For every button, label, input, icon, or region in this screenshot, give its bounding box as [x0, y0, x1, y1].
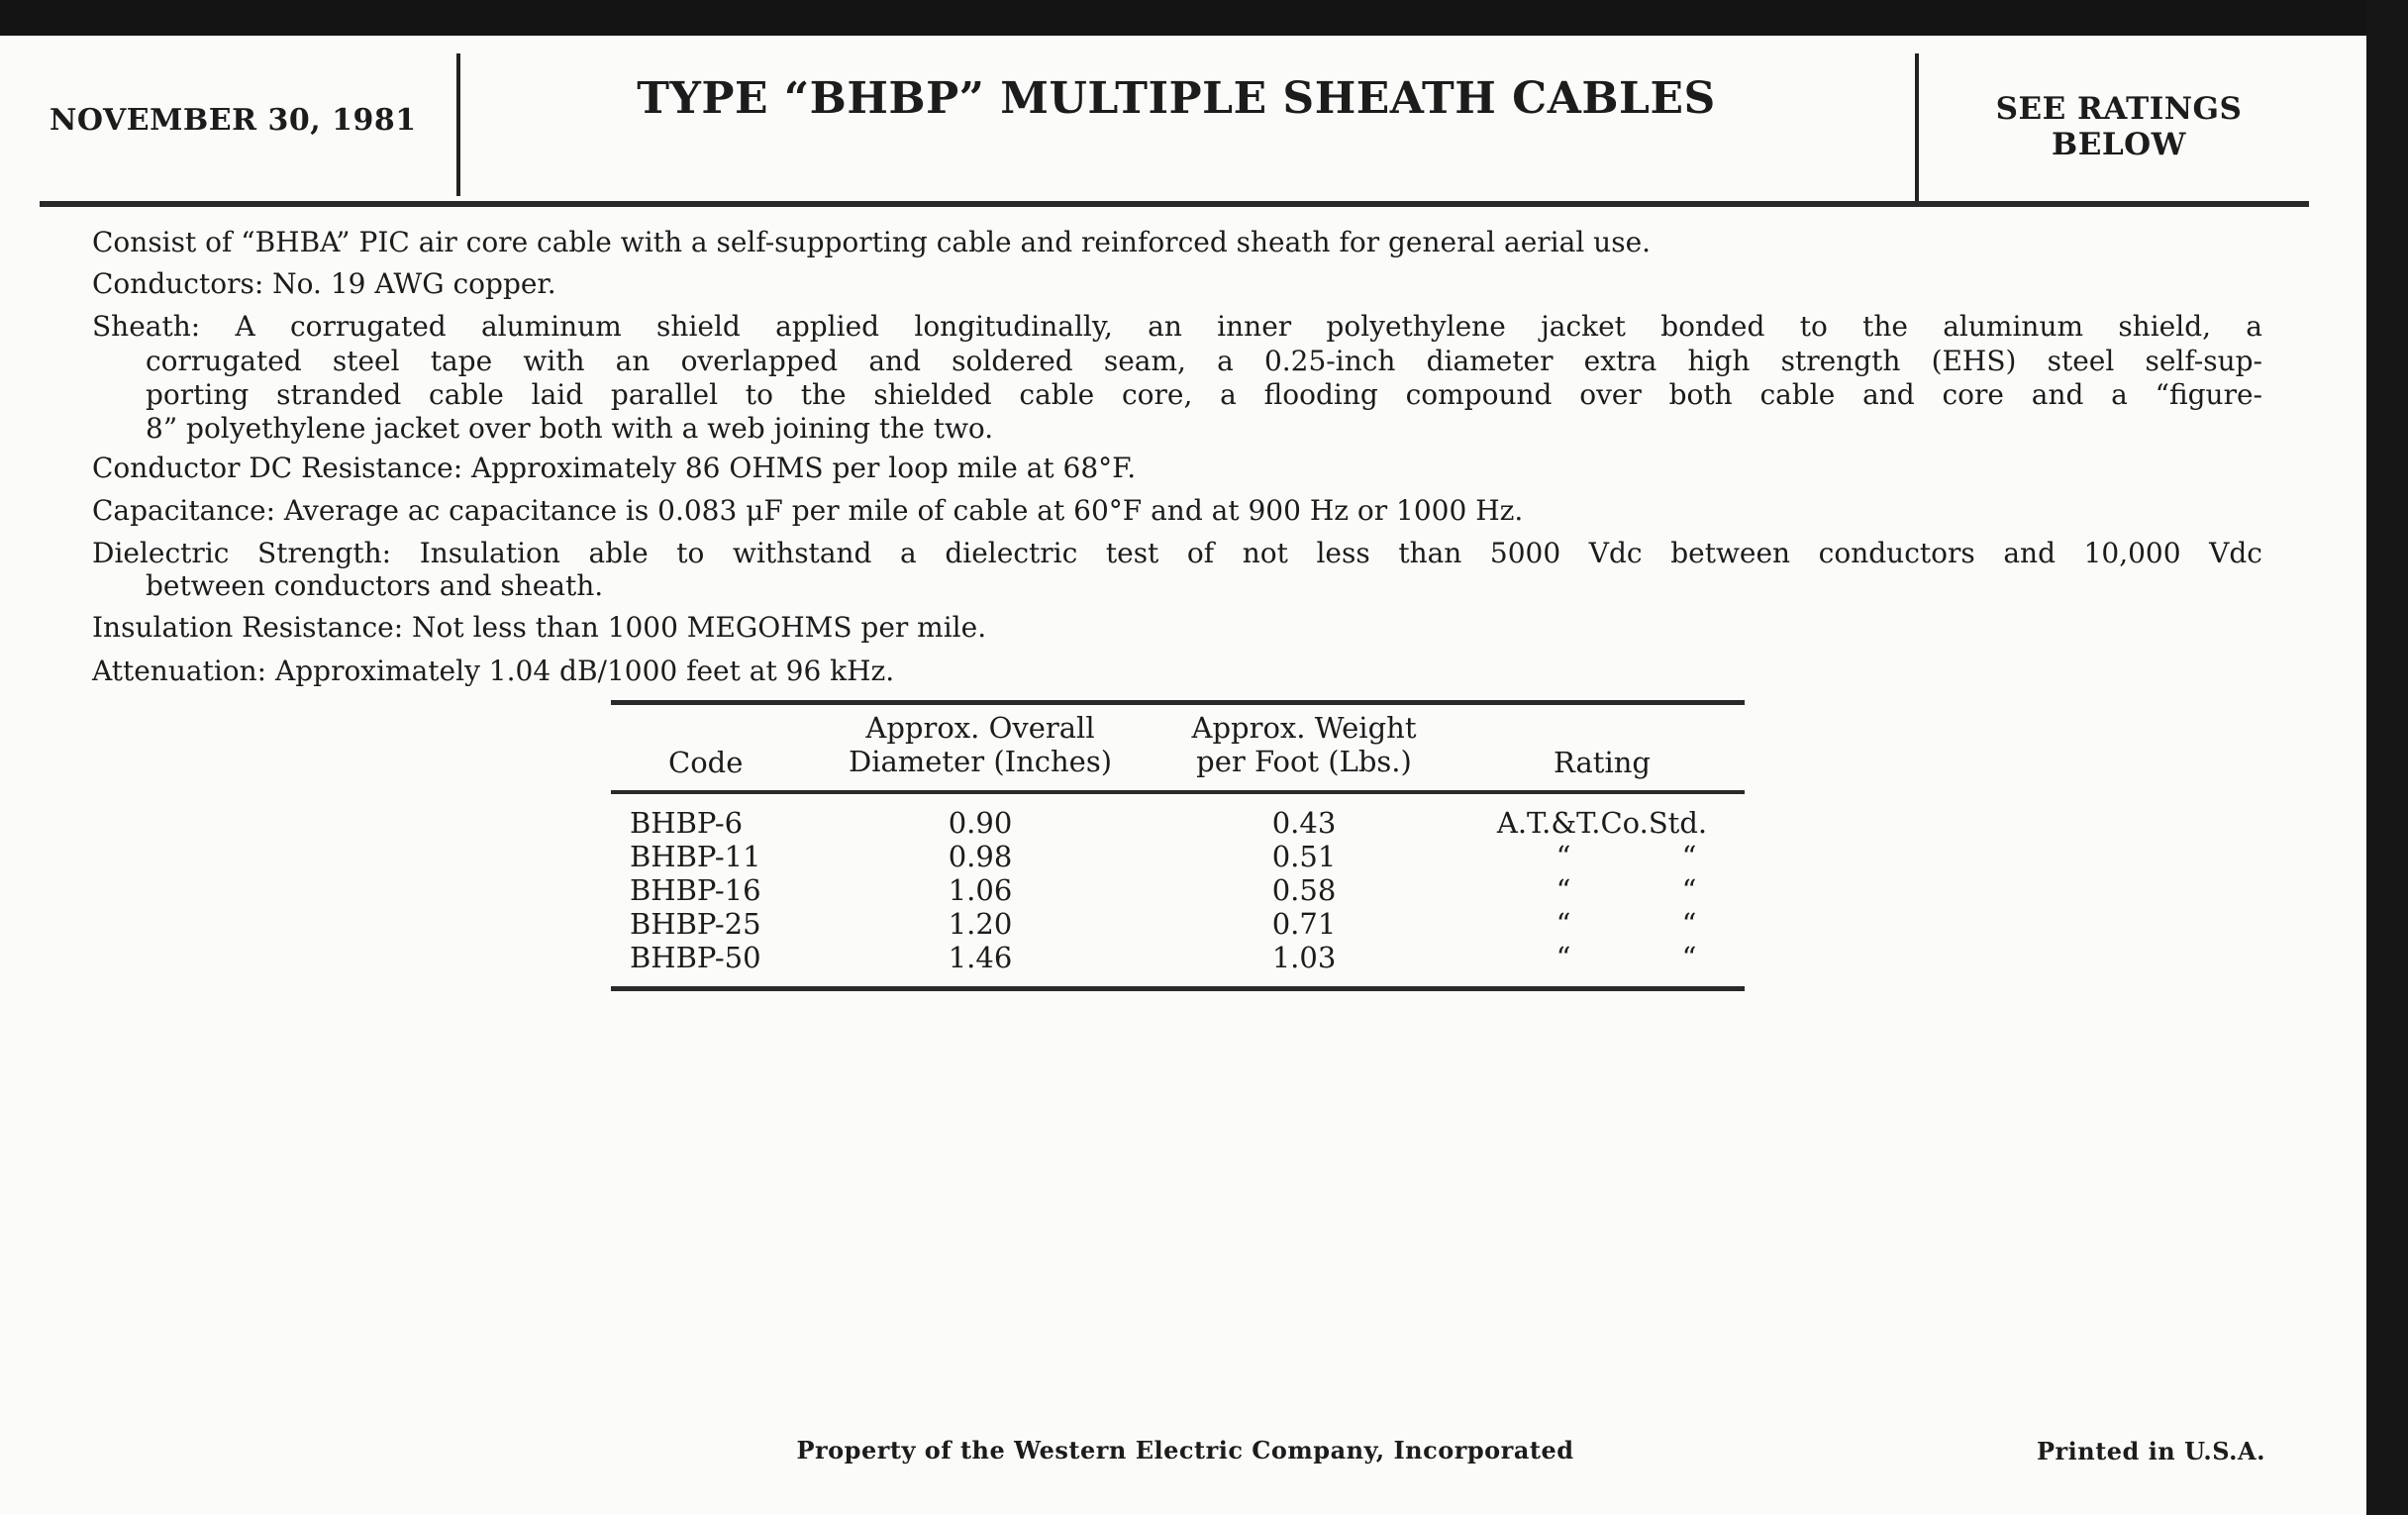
ditto-mark: “ — [1555, 873, 1571, 907]
cell-diameter: 0.90 — [948, 806, 1013, 840]
table-header-rule — [611, 790, 1745, 794]
header-rule — [40, 201, 2309, 207]
header-diameter-line1: Approx. Overall — [865, 711, 1095, 745]
cell-weight: 0.51 — [1271, 840, 1337, 873]
header-weight-line2: per Foot (Lbs.) — [1196, 745, 1412, 778]
cell-diameter: 1.46 — [948, 941, 1013, 974]
cell-diameter: 1.20 — [948, 907, 1013, 941]
page-title: TYPE “BHBP” MULTIPLE SHEATH CABLES — [637, 73, 1716, 124]
ditto-mark: “ — [1681, 873, 1697, 907]
footer-property: Property of the Western Electric Company, Incorporated — [796, 1436, 1574, 1464]
ratings-note — [1996, 91, 2243, 162]
cell-diameter: 1.06 — [948, 873, 1013, 907]
ditto-mark: “ — [1555, 941, 1571, 974]
footer-printed: Printed in U.S.A. — [2036, 1437, 2265, 1465]
header-divider-left — [456, 53, 460, 196]
capacitance-line: Capacitance: Average ac capacitance is 0.083 μF per mile of cable at 60°F and at 900 Hz or 1000 Hz. — [92, 494, 1524, 527]
attenuation-line: Attenuation: Approximately 1.04 dB/1000 feet at 96 kHz. — [92, 655, 895, 687]
sheath-line: Sheath: A corrugated aluminum shield applied longitudinally, an inner polyethylene jacket bonded to the aluminum shield, a — [92, 310, 2262, 343]
cell-code: BHBP-16 — [630, 873, 761, 907]
header-diameter — [849, 711, 1112, 778]
dielectric-line: between conductors and sheath. — [146, 569, 604, 602]
table-top-rule — [611, 700, 1745, 705]
cell-code: BHBP-50 — [630, 941, 761, 974]
scan-border-top — [0, 0, 2408, 36]
cell-weight: 1.03 — [1271, 941, 1337, 974]
ditto-mark: “ — [1681, 840, 1697, 873]
ditto-mark: “ — [1681, 907, 1697, 941]
cell-weight: 0.71 — [1271, 907, 1337, 941]
ditto-mark: “ — [1555, 907, 1571, 941]
header-weight — [1192, 711, 1417, 778]
table-bottom-rule — [611, 986, 1745, 991]
sheath-line: porting stranded cable laid parallel to the shielded cable core, a flooding compound over both cable and core and a “figure- — [146, 378, 2262, 411]
header-diameter-line2: Diameter (Inches) — [848, 745, 1113, 778]
cell-code: BHBP-25 — [630, 907, 761, 941]
insulation-line: Insulation Resistance: Not less than 1000 MEGOHMS per mile. — [92, 611, 987, 644]
description-line: Consist of “BHBA” PIC air core cable with a self-supporting cable and reinforced sheath for general aerial use. — [92, 226, 1652, 258]
issue-date: NOVEMBER 30, 1981 — [50, 103, 417, 138]
header-rating: Rating — [1554, 746, 1651, 779]
resistance-line: Conductor DC Resistance: Approximately 86 OHMS per loop mile at 68°F. — [92, 452, 1137, 484]
header-weight-line1: Approx. Weight — [1191, 711, 1417, 745]
scan-border-right — [2366, 0, 2408, 1515]
ratings-note-line1: SEE RATINGS — [1995, 91, 2243, 127]
cell-code: BHBP-11 — [630, 840, 761, 873]
cell-diameter: 0.98 — [948, 840, 1013, 873]
header-divider-right — [1915, 53, 1919, 202]
ditto-mark: “ — [1555, 840, 1571, 873]
cell-weight: 0.43 — [1271, 806, 1337, 840]
sheath-line: 8” polyethylene jacket over both with a web joining the two. — [146, 412, 994, 445]
ratings-note-line2: BELOW — [2052, 127, 2186, 162]
ditto-mark: “ — [1681, 941, 1697, 974]
cell-weight: 0.58 — [1271, 873, 1337, 907]
cell-code: BHBP-6 — [630, 806, 744, 840]
cell-rating: A.T.&T.Co.Std. — [1496, 806, 1708, 840]
dielectric-line: Dielectric Strength: Insulation able to withstand a dielectric test of not less than 5000 Vdc between conductors and 10,000 Vdc — [92, 537, 2262, 569]
conductors-line: Conductors: No. 19 AWG copper. — [92, 267, 556, 300]
header-code: Code — [668, 746, 744, 779]
sheath-line: corrugated steel tape with an overlapped and soldered seam, a 0.25-inch diameter extra high strength (EHS) steel self-sup- — [146, 345, 2262, 377]
